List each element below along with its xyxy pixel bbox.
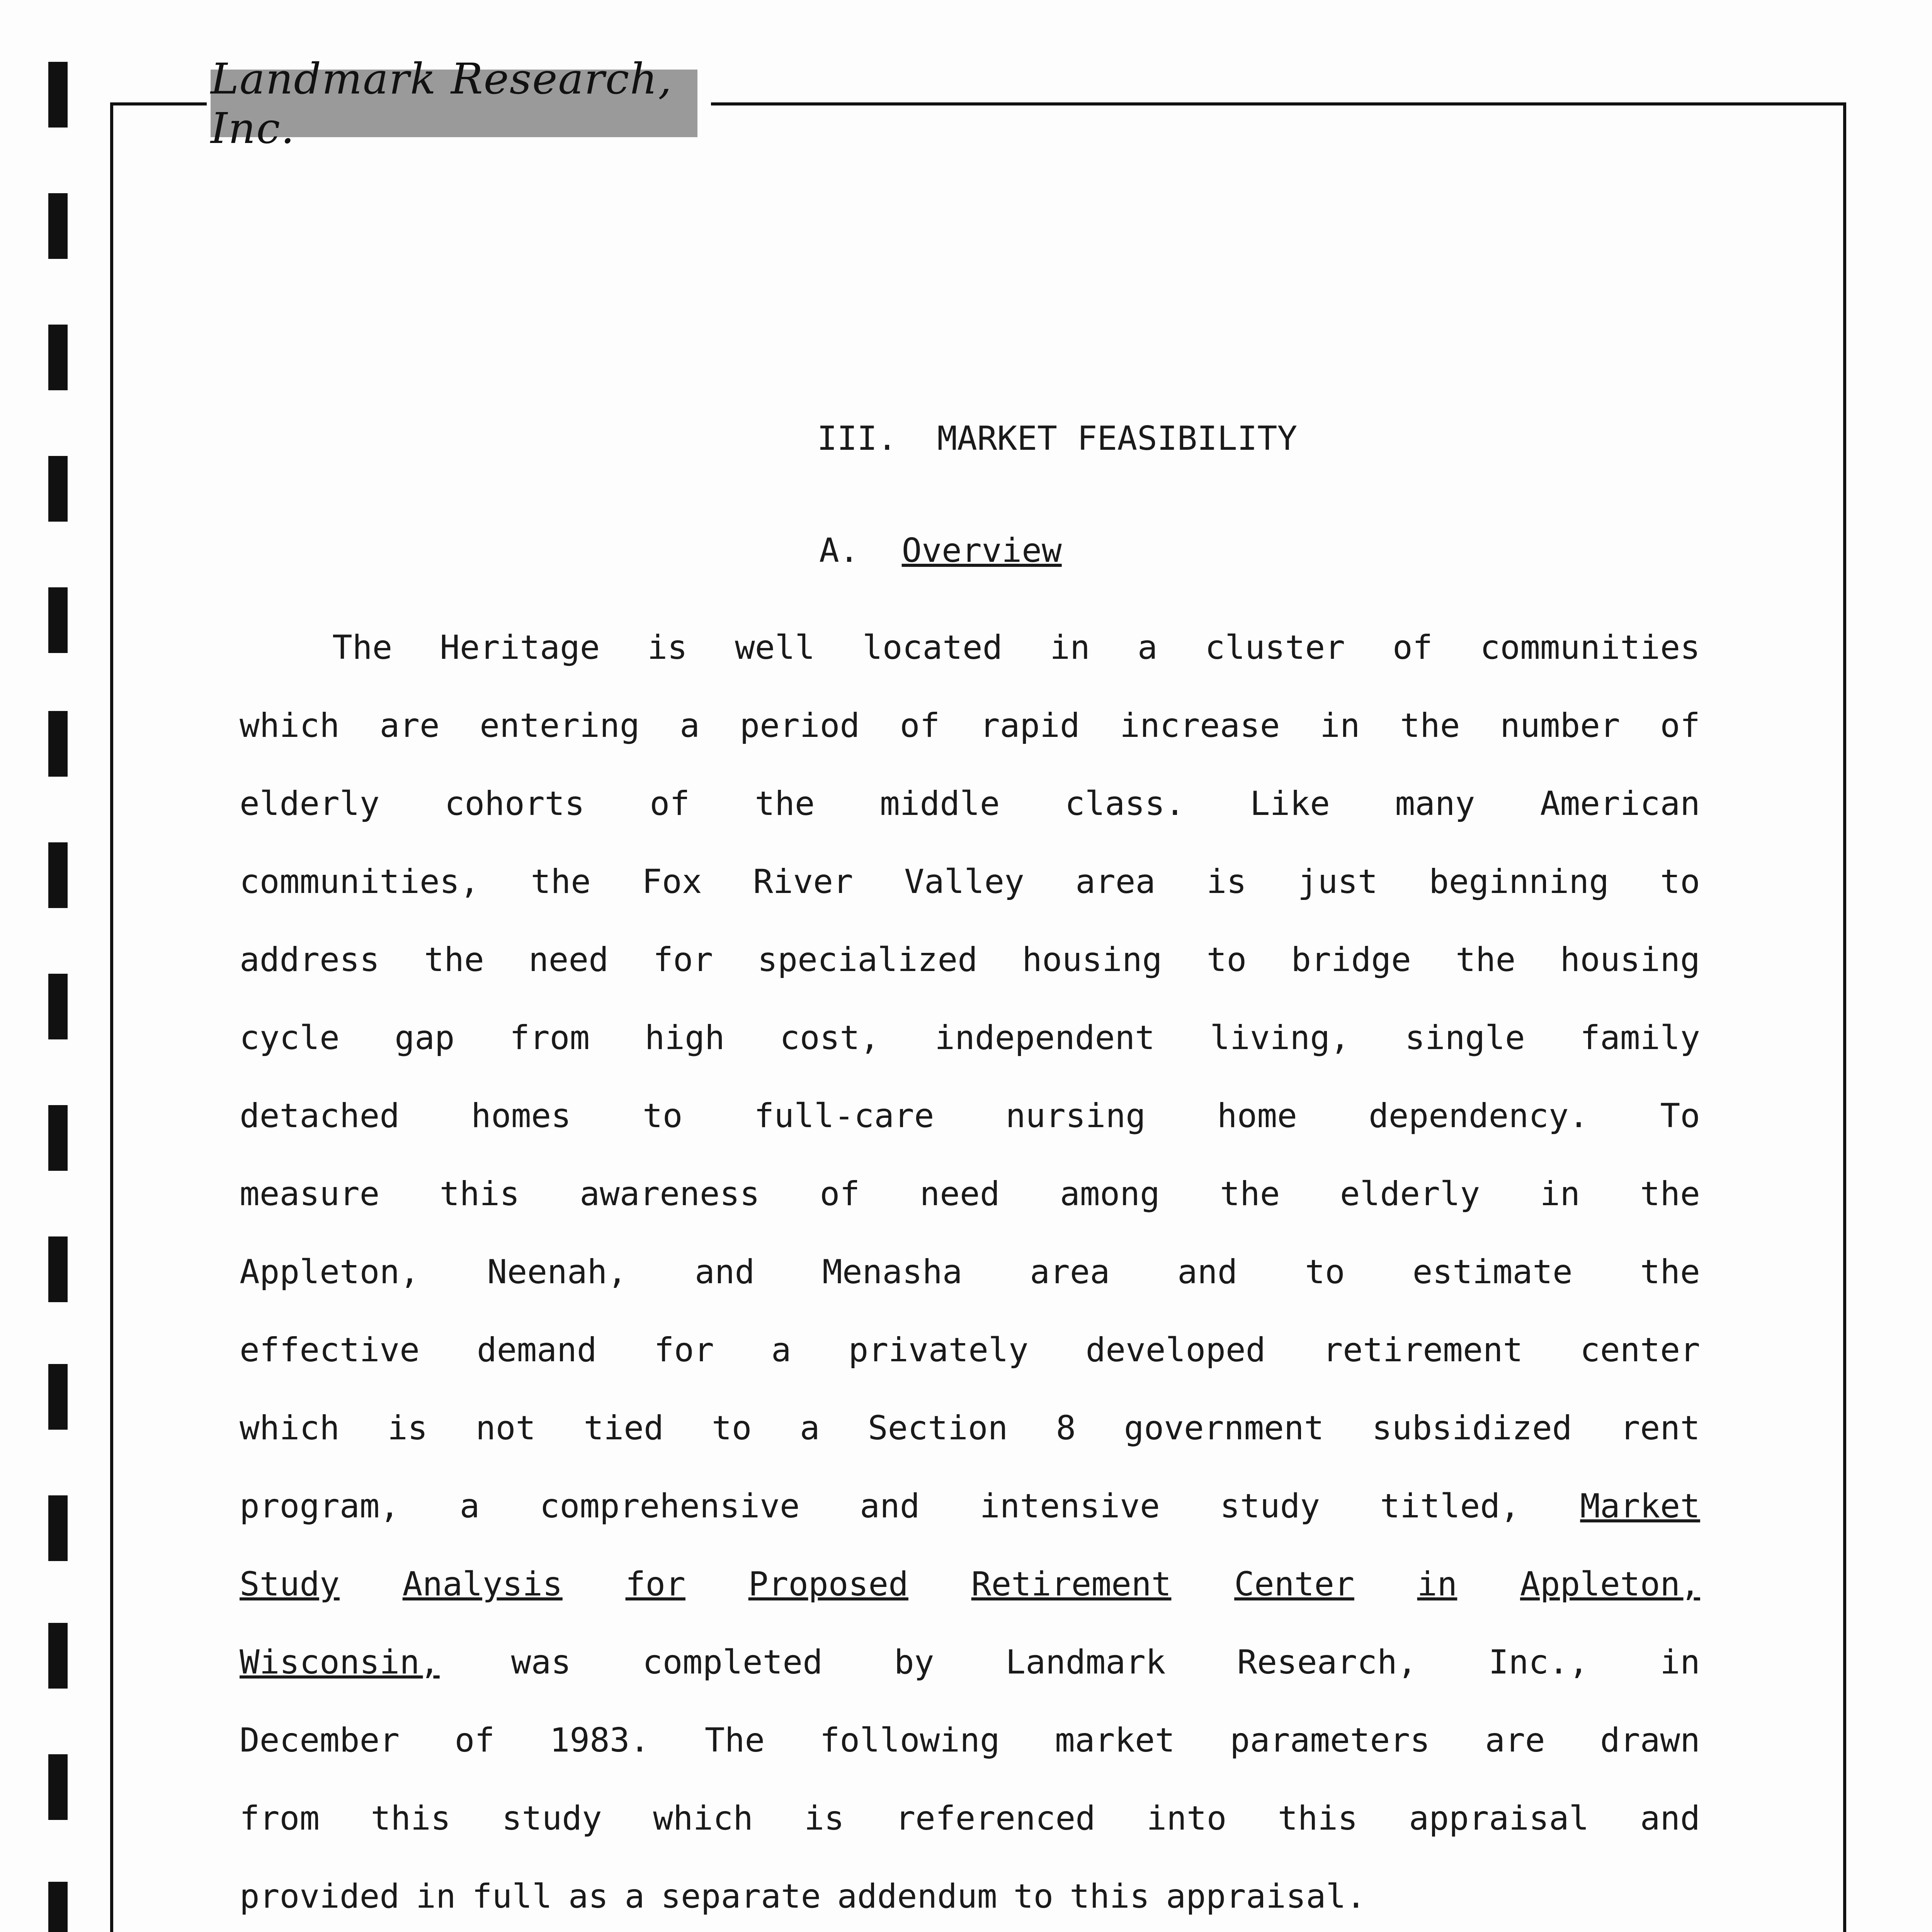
word: homes [471,1097,571,1135]
word: retirement [1323,1331,1523,1369]
word: many [1395,784,1475,823]
word: cycle [240,1019,340,1057]
word: study [502,1799,602,1838]
word: a [680,706,700,745]
word: titled, [1380,1487,1520,1526]
word: appraisal [1409,1799,1589,1838]
paragraph-line [240,1857,1700,1932]
word: increase [1120,706,1280,745]
word: from [240,1799,320,1838]
binding-mark [48,1236,68,1302]
word: this [1277,1799,1358,1838]
word: government [1124,1409,1324,1447]
word: for [653,940,713,979]
word: and [1640,1799,1700,1838]
word: 8 [1056,1409,1076,1447]
binding-mark [48,1754,68,1820]
frame-border-top-left [110,102,207,105]
word: completed [642,1643,823,1682]
paragraph-line [240,921,1700,999]
word: are [1485,1721,1545,1760]
word: December [240,1721,400,1760]
word: Appleton, [1520,1565,1700,1604]
word: the [1456,940,1516,979]
paragraph-line [240,1389,1700,1467]
word: is [388,1409,428,1447]
word: in [1320,706,1360,745]
word: Neenah, [487,1253,628,1291]
word: beginning [1429,862,1609,901]
word: of [1660,706,1700,745]
word: by [894,1643,934,1682]
paragraph-line [240,843,1700,921]
word: cost, [780,1019,880,1057]
word: a [799,1409,820,1447]
binding-mark [48,711,68,777]
word: The [332,628,393,667]
binding-mark [48,974,68,1039]
word: Appleton, [240,1253,420,1291]
word: a [771,1331,791,1369]
word: River [753,862,853,901]
word: drawn [1600,1721,1700,1760]
word: Retirement [971,1565,1172,1604]
frame-border-top-right [711,102,1846,105]
word: area [1030,1253,1110,1291]
word: into [1146,1799,1227,1838]
paragraph-line [240,1311,1700,1389]
word: located [862,628,1003,667]
word: Fox [642,862,702,901]
word: housing [1560,940,1700,979]
sub-heading-number: A. [819,531,859,570]
word: of [650,784,690,823]
word: single [1405,1019,1525,1057]
word: referenced [895,1799,1096,1838]
word: separate [661,1877,821,1916]
word: center [1580,1331,1700,1369]
word: of [820,1175,860,1213]
paragraph-line [240,999,1700,1077]
word: of [900,706,940,745]
word: communities, [240,862,480,901]
word: 1983. [549,1721,650,1760]
word: this [371,1799,451,1838]
word: tied [583,1409,664,1447]
binding-mark [48,456,68,522]
word: elderly [1340,1175,1480,1213]
word: and [694,1253,755,1291]
word: Section [867,1409,1008,1447]
word: full [472,1877,552,1916]
paragraph-line [240,687,1700,765]
word: Wisconsin, [240,1643,440,1682]
paragraph-line [240,1233,1700,1311]
word: for [625,1565,685,1604]
paragraph-line [240,1467,1700,1545]
word: is [1206,862,1247,901]
word: intensive [980,1487,1160,1526]
paragraph-line [240,1155,1700,1233]
word: well [735,628,815,667]
word: American [1540,784,1700,823]
word: detached [240,1097,400,1135]
word: a [459,1487,480,1526]
word: need [920,1175,1000,1213]
word: period [740,706,860,745]
word: independent [935,1019,1155,1057]
binding-mark [48,1364,68,1430]
word: is [647,628,687,667]
paragraph-line [240,1701,1700,1779]
binding-mark [48,193,68,259]
word: are [379,706,440,745]
binding-mark [48,1623,68,1689]
word: is [804,1799,844,1838]
word: of [1392,628,1433,667]
word: the [1640,1175,1700,1213]
word: specialized [757,940,978,979]
word: to [1206,940,1247,979]
word: address [240,940,380,979]
paragraph-line [240,609,1700,687]
word: privately [848,1331,1029,1369]
word: which [240,706,340,745]
word: the [1640,1253,1700,1291]
binding-mark [48,587,68,653]
binding-mark [48,1105,68,1171]
word: addendum [837,1877,997,1916]
word: developed [1085,1331,1266,1369]
paragraph-line [240,1077,1700,1155]
word: Valley [904,862,1024,901]
paragraph-line [240,1545,1700,1623]
binding-mark [48,1882,68,1932]
word: high [645,1019,725,1057]
word: Research, [1237,1643,1417,1682]
word: to [643,1097,683,1135]
word: which [240,1409,340,1447]
word: from [510,1019,590,1057]
word: this [439,1175,520,1213]
word: entering [480,706,640,745]
word: among [1060,1175,1160,1213]
word: for [654,1331,714,1369]
word: provided [240,1877,400,1916]
word: just [1298,862,1378,901]
word: elderly [240,784,380,823]
word: a [624,1877,645,1916]
word: in [1660,1643,1700,1682]
word: The [704,1721,765,1760]
word: nursing [1005,1097,1146,1135]
word: Landmark [1005,1643,1166,1682]
word: Analysis [402,1565,563,1604]
word: this [1070,1877,1150,1916]
word: Study [240,1565,340,1604]
word: rent [1620,1409,1700,1447]
word: in [1540,1175,1580,1213]
word: cluster [1205,628,1345,667]
word: Like [1250,784,1330,823]
word: in [1050,628,1090,667]
word: in [1417,1565,1458,1604]
word: to [1013,1877,1054,1916]
word: home [1217,1097,1297,1135]
word: Center [1234,1565,1354,1604]
word: of [454,1721,495,1760]
binding-mark [48,842,68,908]
paragraph-line [240,1623,1700,1701]
word: to [1660,862,1700,901]
word: rapid [980,706,1080,745]
sub-heading [819,531,1062,570]
word: cohorts [444,784,585,823]
word: demand [476,1331,597,1369]
word: To [1660,1097,1700,1135]
word: a [1137,628,1158,667]
word: middle [879,784,1000,823]
word: in [416,1877,456,1916]
word: Inc., [1488,1643,1589,1682]
word: estimate [1412,1253,1573,1291]
word: area [1075,862,1156,901]
company-logo [211,54,697,153]
word: not [476,1409,536,1447]
sub-heading-title: Overview [901,531,1062,570]
word: and [1177,1253,1238,1291]
word: the [531,862,591,901]
word: as [568,1877,609,1916]
binding-mark [48,325,68,390]
word: the [1400,706,1460,745]
word: the [755,784,815,823]
word: program, [240,1487,400,1526]
word: Heritage [440,628,600,667]
word: the [424,940,484,979]
word: was [511,1643,571,1682]
word: to [712,1409,752,1447]
section-heading: III. MARKET FEASIBILITY [817,419,1298,458]
paragraph-line [240,1779,1700,1857]
word: the [1220,1175,1280,1213]
word: study [1220,1487,1320,1526]
word: number [1500,706,1620,745]
word: full-care [754,1097,934,1135]
body-paragraph [240,609,1700,1932]
word: measure [240,1175,380,1213]
word: appraisal. [1166,1877,1366,1916]
word: dependency. [1368,1097,1589,1135]
word: following [820,1721,1000,1760]
word: and [860,1487,920,1526]
word: housing [1022,940,1162,979]
word: which [653,1799,753,1838]
word: class. [1065,784,1185,823]
word: to [1305,1253,1345,1291]
frame-border-right [1843,102,1846,1932]
word: Menasha [822,1253,963,1291]
word: family [1580,1019,1700,1057]
word: bridge [1291,940,1411,979]
word: subsidized [1372,1409,1572,1447]
word: parameters [1230,1721,1430,1760]
word: Proposed [748,1565,908,1604]
logo-text: Landmark Research, Inc. [211,54,673,153]
word: communities [1480,628,1700,667]
word: awareness [580,1175,760,1213]
word: effective [240,1331,420,1369]
binding-mark [48,62,68,128]
word: Market [1580,1487,1700,1526]
frame-border-left [110,104,113,1932]
word: living, [1210,1019,1350,1057]
word: gap [395,1019,455,1057]
paragraph-line [240,765,1700,843]
word: market [1055,1721,1175,1760]
word: comprehensive [539,1487,800,1526]
word: need [528,940,609,979]
binding-mark [48,1495,68,1561]
